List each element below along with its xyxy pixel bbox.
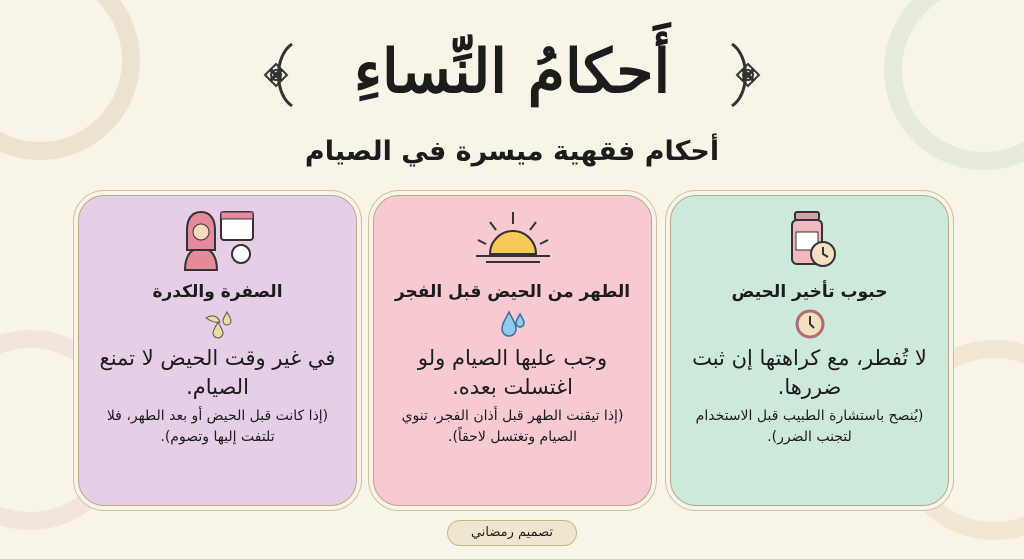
page-subtitle: أحكام فقهية ميسرة في الصيام (304, 136, 720, 167)
card-note: (إذا تيقنت الطهر قبل أذان الفجر، تنوي الصيام وتغتسل لاحقاً). (401, 408, 624, 445)
page-title: أَحكامُ النِّساءِ (353, 37, 671, 107)
yellow-drops-icon (202, 308, 234, 340)
card-ruling: وجب عليها الصيام ولو اغتسلت بعده. (417, 346, 608, 399)
card-title: الطهر من الحيض قبل الفجر (394, 282, 631, 302)
ornament-right-icon (712, 40, 762, 114)
pill-bottle-clock-icon (775, 204, 845, 274)
card-delay-pills (670, 195, 949, 506)
card-ruling: في غير وقت الحيض لا تمنع الصيام. (99, 346, 336, 399)
card-purity-before-fajr (373, 195, 652, 506)
footer-credit: تصميم رمضاني (447, 520, 577, 546)
card-title: حبوب تأخير الحيض (731, 282, 888, 302)
card-title: الصفرة والكدرة (152, 282, 283, 302)
woman-calendar-icon (173, 204, 263, 274)
card-note: (يُنصح باستشارة الطبيب قبل الاستخدام لتجنب الضرر). (695, 408, 924, 445)
clock-icon (794, 308, 826, 340)
sunrise-icon (468, 204, 558, 274)
water-drops-icon (497, 308, 529, 340)
card-ruling: لا تُفطر، مع كراهتها إن ثبت ضررها. (692, 346, 927, 399)
card-yellow-discharge (78, 195, 357, 506)
ornament-left-icon (262, 40, 312, 114)
card-note: (إذا كانت قبل الحيض أو بعد الطهر، فلا تلتفت إليها وتصوم). (106, 408, 329, 445)
